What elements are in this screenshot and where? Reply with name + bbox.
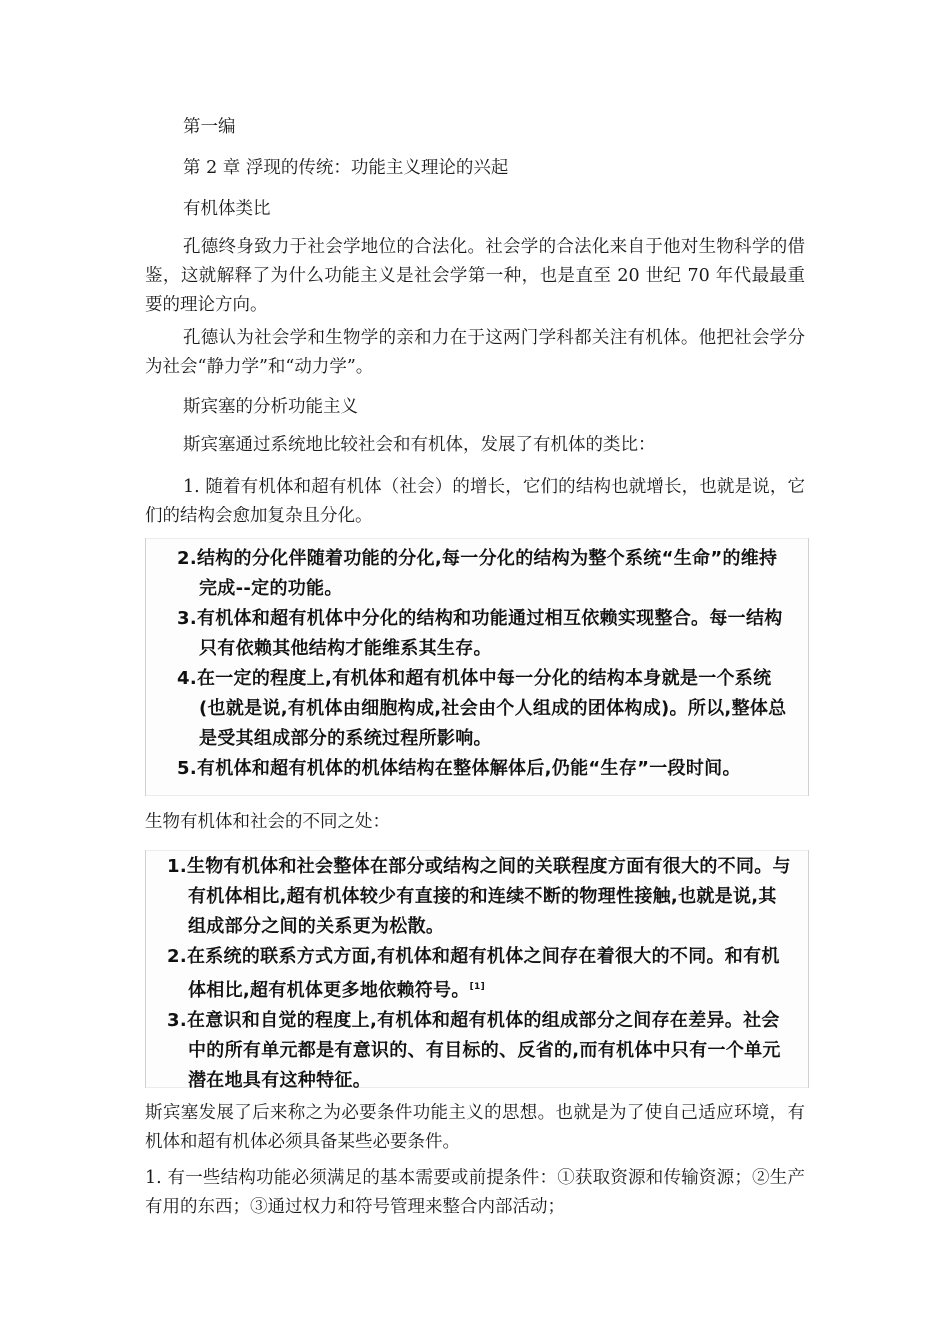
scan-list-item: 3.在意识和自觉的程度上,有机体和超有机体的组成部分之间存在差异。社会中的所有单元都是有意识的、有目标的、反省的,而有机体中只有一个单元潜在地具有这种特征。: [167, 1010, 781, 1091]
scan-list-item: [146, 942, 808, 1006]
section-title-spencer: 斯宾塞的分析功能主义: [183, 397, 358, 417]
scan-list-item: 1.生物有机体和社会整体在部分或结构之间的关联程度方面有很大的不同。与有机体相比,超有机体较少有直接的和连续不断的物理性接触,也就是说,其组成部分之间的关系更为松散。: [167, 856, 791, 937]
scanned-excerpt-points-2-5: [145, 538, 809, 796]
paragraph-differences-title: 生物有机体和社会的不同之处：: [145, 812, 390, 832]
scan-list-item: 4.在一定的程度上,有机体和超有机体中每一分化的结构本身就是一个系统(也就是说,有机体由细胞构成,社会由个人组成的团体构成)。所以,整体总是受其组成部分的系统过程所影响。: [177, 668, 787, 749]
paragraph-comte-statics-dynamics: 孔德认为社会学和生物学的亲和力在于这两门学科都关注有机体。他把社会学分为社会“静力学”和“动力学”。: [145, 328, 805, 377]
part-title: 第一编: [183, 117, 236, 137]
scan-list-item: 2.结构的分化伴随着功能的分化,每一分化的结构为整个系统“生命”的维持完成--定的功能。: [177, 548, 778, 599]
paragraph-spencer-analogy: 斯宾塞通过系统地比较社会和有机体，发展了有机体的类比：: [183, 435, 656, 455]
section-title-organic-analogy: 有机体类比: [183, 199, 271, 219]
scanned-excerpt-differences: [145, 850, 809, 1091]
paragraph-point-1: 1. 随着有机体和超有机体（社会）的增长，它们的结构也就增长，也就是说，它们的结构会愈加复杂且分化。: [145, 477, 805, 526]
chapter-title: 第 2 章 浮现的传统：功能主义理论的兴起: [183, 158, 509, 178]
scan-list-item: 3.有机体和超有机体中分化的结构和功能通过相互依赖实现整合。每一结构只有依赖其他结构才能维系其生存。: [177, 608, 783, 659]
footnote-mark: [1]: [469, 982, 486, 992]
paragraph-requisite-point-1: 1. 有一些结构功能必须满足的基本需要或前提条件：①获取资源和传输资源；②生产有用的东西；③通过权力和符号管理来整合内部活动；: [145, 1168, 805, 1217]
paragraph-comte-legitimacy: 孔德终身致力于社会学地位的合法化。社会学的合法化来自于他对生物科学的借鉴，这就解释了为什么功能主义是社会学第一种，也是直至 20 世纪 70 年代最最重要的理论方向。: [145, 237, 805, 315]
scan-list-item: 5.有机体和超有机体的机体结构在整体解体后,仍能“生存”一段时间。: [177, 758, 741, 779]
paragraph-requisite-functionalism: 斯宾塞发展了后来称之为必要条件功能主义的思想。也就是为了使自己适应环境，有机体和超有机体必须具备某些必要条件。: [145, 1103, 805, 1152]
scan-list-item-text: 2.在系统的联系方式方面,有机体和超有机体之间存在着很大的不同。和有机体相比,超有机体更多地依赖符号。: [167, 946, 780, 1001]
